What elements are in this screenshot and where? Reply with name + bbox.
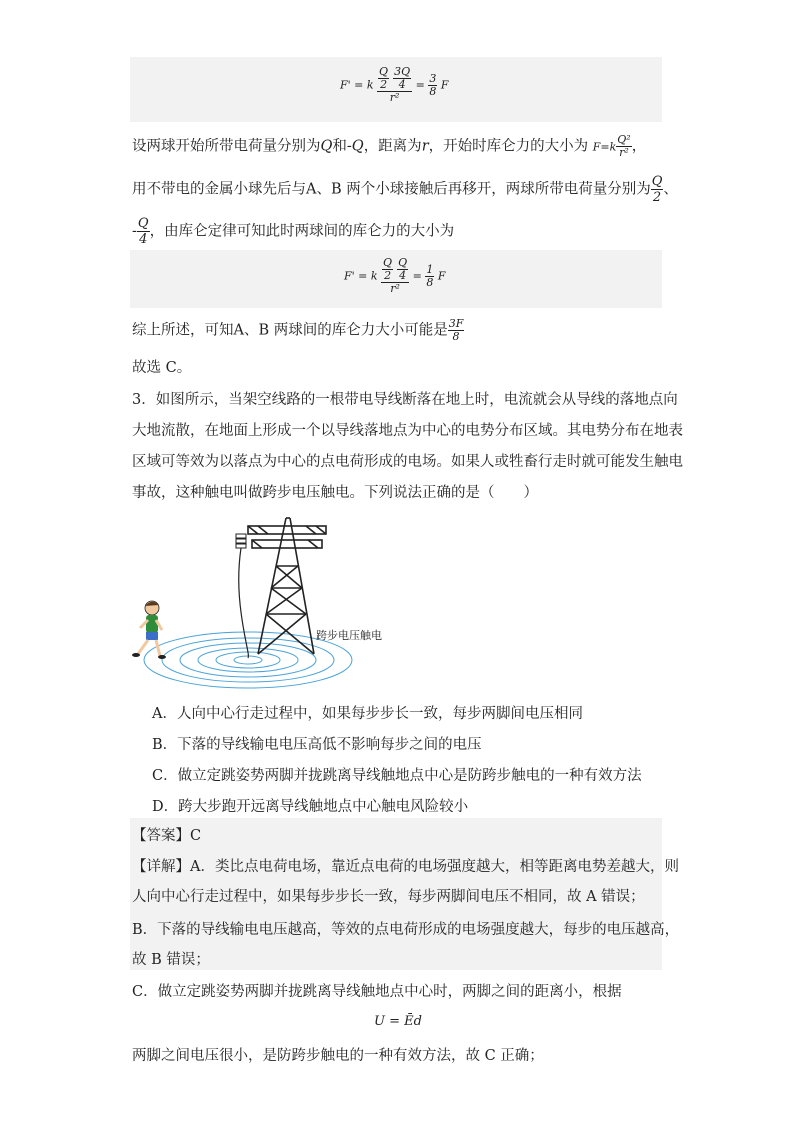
detail-line3: B．下落的导线输电电压越高，等效的点电荷形成的电场强度越大，每步的电压越高， [132,922,680,938]
choose-line: 故选 C。 [132,360,192,376]
detail-line2: 人向中心行走过程中，如果每步步长一致，每步两脚间电压不相同，故 A 错误； [132,889,645,905]
option-a: A．人向中心行走过程中，如果每步步长一致，每步两脚间电压相同 [152,706,583,722]
question-line3: 区域可等效为以落点为中心的点电荷形成的电场。如果人或牲畜行走时就可能发生触电 [132,454,683,470]
insulator-icon [236,534,246,548]
para1-line3: - $\frac{Q}{4}$ ，由库仑定律可知此时两球间的库仑力的大小为 [132,216,455,247]
detail-line4: 故 B 错误； [132,952,210,968]
question-line1: 3．如图所示，当架空线路的一根带电导线断落在地上时，电流就会从导线的落地点向 [132,392,678,408]
question-line2: 大地流散，在地面上形成一个以导线落地点为中心的电势分布区域。其电势分布在地表 [132,423,683,439]
formula-2: F' = k $\frac{Q}{2}$ $\frac{Q}{4}$ r² = $\frac{1}{8}$ F [344,256,446,295]
fallen-wire [239,548,249,658]
para1-line1: 设两球开始所带电荷量分别为Q和-Q，距离为r，开始时库仑力的大小为 F=k $\frac{\text{Q²}}{\text{r²}}$ ， [132,133,647,159]
step-voltage-figure [128,512,428,692]
walking-person-icon [132,601,166,659]
summary-line: 综上所述，可知A、B 两球间的库仑力大小可能是 $\frac{3F}{8}$ [132,317,464,343]
option-d: D．跨大步跑开远离导线触地点中心触电风险较小 [152,799,469,815]
detail-formula: U = Ēd [374,1014,422,1029]
option-c: C．做立定跳姿势两脚并拢跳离导线触地点中心是防跨步触电的一种有效方法 [152,768,642,784]
detail-line6: 两脚之间电压很小，是防跨步触电的一种有效方法，故 C 正确； [132,1048,544,1064]
question-line4: 事故，这种触电叫做跨步电压触电。下列说法正确的是（ ） [132,485,538,501]
figure-caption: 跨步电压触电 [316,629,382,642]
detail-line5: C．做立定跳姿势两脚并拢跳离导线触地点中心时，两脚之间的距离小，根据 [132,984,622,1000]
formula-1: F' = k $\frac{Q}{2}$ $\frac{3Q}{4}$ r² = $\frac{3}{8}$ F [340,65,449,104]
para1-line2: 用不带电的金属小球先后与A、B 两个小球接触后再移开，两球所带电荷量分别为 $\frac{Q}{2}$ 、 [132,174,678,205]
detail-line1: 【详解】A．类比点电荷电场，靠近点电荷的电场强度越大，相等距离电势差越大，则 [132,859,679,875]
option-b: B．下落的导线输电电压高低不影响每步之间的电压 [152,737,482,753]
answer-line: 【答案】C [132,828,202,844]
